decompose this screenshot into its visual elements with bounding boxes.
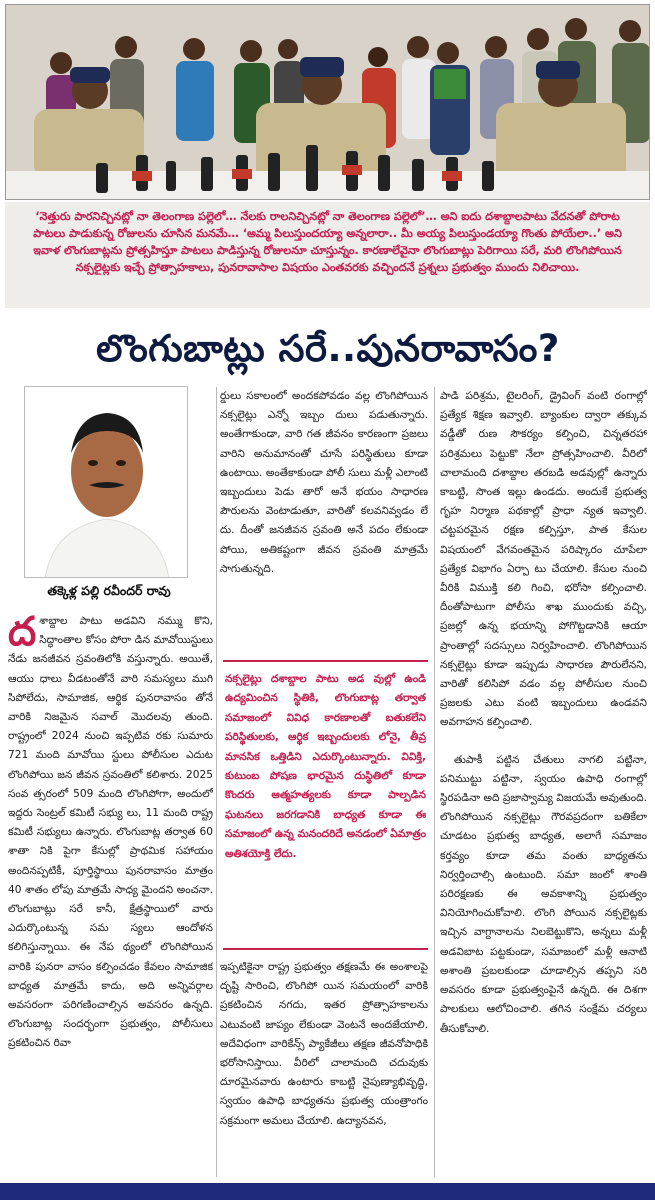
article-column-2-continued: ఇప్పటికైనా రాష్ట్ర ప్రభుత్వం తక్షణమే ఈ అంశాలపై దృష్టి సారించి, లొంగిపో యిన సమయంలో వారికి ప్రకటించిన నగదు, ఇతర ప్రోత్సాహకాలను ఎటువంటి జాప్యం లేకుండా వెంటనే అందజేయాలి. అదేవిధంగా వారికేన్స్ ప్యాకేజీలు తక్షణ జీవనోపాధికి భరోసానిస్తాయి. వీరిలో చాలామంది చదువుకు దూరమైనవారు ఉంటారు కాబట్టి నైపుణ్యాభివృద్ధి, స్వయం ఉపాధి బాధ్యతను ప్రభుత్వ యంత్రాంగం సక్రమంగా అమలు చేయాలి. ఉద్యానవన, — [220, 961, 428, 1127]
author-name: తక్కెళ్ల పల్లి రవీందర్ రావు — [47, 583, 171, 598]
author-portrait — [25, 387, 188, 578]
column-rule — [434, 387, 435, 1177]
column-rule — [216, 387, 217, 1177]
article-column-1-text: శాబ్దాల పాటు అడవిని నమ్ము కొని, సిద్ధాంతాల కోసం పోరా డిన మావోయిస్టులు నేడు జనజీవన స్రవంతిలోకి వస్తున్నారు. అయితే, ఆయు ధాలు వీడటంతోనే వారి సమస్యలు ముగి సిపోలేదు, సామాజిక, ఆర్థిక పునరావాసం తోనే వారికి నిజమైన సవాల్ మొదలవు తుంది. రాష్ట్రంలో 2024 నుంచి ఇప్పటివ రకు సుమారు 721 మంది మావోయి స్టులు పోలీసుల ఎదుట లొంగిపోయి జన జీవన స్రవంతిలో కలిశారు. 2025 సంవ త్సరంలో 509 మంది లొంగిపోగా, అందులో ఇద్దరు సెంట్రల్ కమిటీ సభ్యు లు, 11 మంది రాష్ట్ర కమిటీ సభ్యులు ఉన్నారు. లొంగుబాట్ల తర్వాత 60 శాతా నికి పైగా కేసుల్లో ప్రాథమిక సహాయం అందినప్పటికీ, పూర్తిస్థాయి పునరావాసం మాత్రం 40 శాతం లోపు మాత్రమే సాధ్య మైందని అంచనా. లొంగుబాట్లు సరే కానీ, క్షేత్రస్థాయిలో వారు ఎదుర్కొంటున్న సమ స్యలు ఆందోళన కలిగిస్తున్నాయి. ఈ నేప థ్యంలో లొంగిపోయిన వారికి పునరా వాసం కల్పించడం కేవలం సామాజిక బాధ్యత మాత్రమే కాదు, అది అన్నివర్గాల అవసరంగా పరిగణించాల్సిన అవసరం ఉన్నది. లొంగుబాట్ల సందర్భంగా ప్రభుత్వం, పోలీసులు ప్రకటించిన రివా — [8, 615, 213, 1050]
page-footer-bar — [0, 1183, 655, 1200]
article-column-3-closing: తుపాకీ పట్టిన చేతులు నాగలి పట్టినా, పనిముట్టు పట్టినా, స్వయం ఉపాధి రంగాల్లో స్థిరపడినా అది ప్రజాస్వామ్య విజయమే అవుతుంది. లొంగిపోయిన నక్సలైట్లు గౌరవప్రదంగా బతికేలా చూడటం ప్రభుత్వ బాధ్యత, అలాగే సమాజం కర్తవ్యం కూడా తమ వంతు బాధ్యతను నిర్వర్తించాల్సి ఉంటుంది. సమా జంలో శాంతి పరిరక్షణకు ఈ అవకాశాన్ని ప్రభుత్వం వినియోగించుకోవాలి. లొంగి పోయిన నక్సలైట్లకు ఇచ్చిన వాగ్దానాలను నిలబెట్టుకొని, అన్నలు మళ్లీ అడవిబాట పట్టకుండా, సమాజంలో మళ్లీ ఆనాటి అశాంతి ప్రబలకుండా చూడాల్సిన తప్పని సరి అవసరం కూడా ప్రభుత్వంపైనే ఉన్నది. ఈ దిశగా పాలకులు ఆలోచించాలి. తగిన సంక్షేమ చర్యలు తీసుకోవాలి. — [440, 753, 647, 1035]
pull-quote: నక్సలైట్లు దశాబ్దాల పాటు అడ వుల్లో ఉండి ఉద్యమించిన స్థితికి, లొంగుబాట్ల తర్వాత సమాజంలో వివిధ కారణాలతో బతుకలేని పరిస్థితులకు, ఆర్థిక ఇబ్బందులకు లోనై, తీవ్ర మానసిక ఒత్తిడిని ఎదుర్కొంటున్నారు. వివిక్తి, కుటుంబ పోషణ భారమైన దుస్థితిలో కూడా కొందరు ఆత్మహత్యలకు కూడా పాల్పడిన ఘటనలు జరగడానికి బాధ్యత కూడా ఈ సమాజంలో ఉన్న మనందరిదే అనడంలో ఏమాత్రం అతిశయోక్తి లేదు. — [223, 660, 428, 950]
press-conference-illustration — [6, 5, 650, 200]
article-column-3-text: పాడి పరిశ్రమ, టైలరింగ్, డ్రైవింగ్ వంటి రంగాల్లో ప్రత్యేక శిక్షణ ఇవ్వాలి. బ్యాంకుల ద్వారా తక్కువ వడ్డీతో రుణ సౌకర్యం కల్పించి, చిన్నతరహా పరిశ్రమలు పెట్టుకొ నేలా ప్రోత్సహించాలి. వీరిలో చాలామంది దశాబ్దాల తరబడి అడవుల్లో ఉన్నారు కాబట్టి, సొంత ఇల్లు ఉండదు. అందుకే ప్రభుత్వ గృహ నిర్మాణ పథకాల్లో ప్రాధా న్యత ఇవ్వాలి. చట్టపరమైన రక్షణ కల్పిస్తూ, పాత కేసుల విషయంలో వేగవంతమైన పరిష్కారం చూపేలా ప్రత్యేక విభాగం ఏర్పా టు చేయాలి. కేసుల నుంచి వీరికి విముక్తి కలి గించి, భరోసా కల్పించాలి. దీంతోపాటుగా పోలీసు శాఖ ముందుకు వచ్చి, ప్రజల్లో ఉన్న భయాన్ని పోగొట్టడానికి ఆయా ప్రాంతాల్లో సదస్సులు నిర్వహించాలి. లొంగిపోయిన నక్సలైట్లు కూడా ఇప్పుడు సాధారణ పౌరులేనని, వారితో కలిసిపో వడం వల్ల పోలీసుల నుంచి ప్రజలకు ఎటు వంటి ఇబ్బందులు ఉండవని అవగాహన కల్పించాలి. — [440, 390, 647, 729]
headline: లొంగుబాట్లు సరే..పునరావాసం? — [96, 327, 560, 370]
author-photo — [24, 386, 188, 578]
intro-quote-text: ‘నెత్తురు పారనిచ్చినట్లో నా తెలంగాణ పల్లెలో… నేలకు రాలనిచ్చినట్లో నా తెలంగాణ పల్లెలో’… అని ఐదు దశాబ్దాలపాటు వేదనతో పోరాట పాటలు పాడుకున్న రోజులను చూసిన మనమే… ‘అమ్మ పిలుస్తుందయ్యా అన్నలారా.. మీ అయ్య పిలుస్తుండయ్యా గొంతు పోయేలా..’ అని ఇవాళ లొంగుబాట్లను ప్రోత్సహిస్తూ పాటలు పాడిస్తున్న రోజులనూ చూస్తున్నం. కారణాలేవైనా లొంగుబాట్లు పెరిగాయి సరే, మరి లొంగిపోయిన నక్సలైట్లకు ఇచ్చే ప్రోత్సాహకాలు, పునరావాసాల విషయం ఎంతవరకు వచ్చిందనే ప్రశ్నలు ప్రభుత్వం ముందు నిలిచాయి. — [33, 210, 622, 274]
dropcap: ద — [8, 612, 37, 655]
intro-quote-box — [5, 202, 650, 308]
article-column-2 — [220, 387, 428, 655]
press-conference-photo — [5, 4, 650, 200]
article-column-1 — [8, 612, 213, 1172]
article-column-3 — [440, 387, 647, 1172]
article-column-2-text: ర్డులు సకాలంలో అందకపోవడం వల్ల లొంగిపోయిన నక్సలైట్లు ఎన్నో ఇబ్బం దులు పడుతున్నారు. అంతేగాకుండా, వారి గత జీవనం కారణంగా ప్రజలు వారిని అనుమానంతో చూసే పరిస్థితులు కూడా ఉంటాయి. అంతేకాకుండా పోలీ సులు మళ్లీ ఎలాంటి ఇబ్బందులు పెడు తారో అనే భయం సాధారణ పౌరులను వెంటాడుతూ, వారితో కలవనివ్వడం లే దు. దీంతో జనజీవన స్రవంతి అనే పదం లేకుండా పోయి, అతికష్టంగా జీవన స్రవంతి మాత్రమే సాగుతున్నది. — [220, 390, 428, 575]
